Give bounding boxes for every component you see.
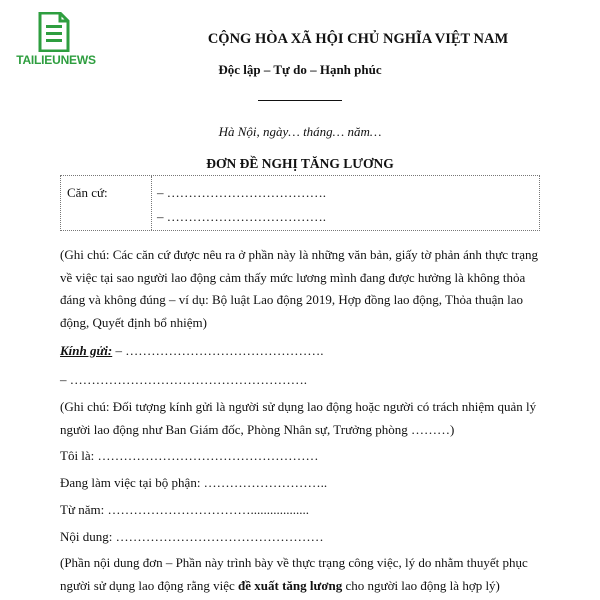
basis-divider xyxy=(151,176,152,230)
header-rule xyxy=(258,100,342,101)
nation-heading: CỘNG HÒA XÃ HỘI CHỦ NGHĨA VIỆT NAM xyxy=(207,31,509,47)
addressee-blank-1: – ………………………………………. xyxy=(112,343,324,358)
content-field: Nội dung: ………………………………………… xyxy=(60,529,324,544)
addressee-label: Kính gửi: xyxy=(60,343,113,358)
content-note-emphasis: đề xuất tăng lương xyxy=(238,577,343,593)
basis-line-2: – ………………………………. xyxy=(157,209,326,224)
addressee-line-2: – ………………………………………………. xyxy=(60,372,307,387)
basis-line-1: – ………………………………. xyxy=(157,185,326,200)
name-field: Tôi là: …………………………………………… xyxy=(60,448,319,463)
basis-table xyxy=(60,175,540,231)
content-note-part-1: (Phần nội dung đơn – Phần này trình bày về thực trạng công việc, lý do nhằm thuyết phục người sử dụng lao động rằng việc xyxy=(60,555,528,593)
years-field: Từ năm: …………………………….................. xyxy=(60,502,309,517)
basis-label: Căn cứ: xyxy=(67,185,108,200)
addressee-line-1 xyxy=(60,343,323,359)
basis-note: (Ghi chú: Các căn cứ được nêu ra ở phần này là những văn bản, giấy tờ phản ánh thực trạng về việc tại sao người lao động cảm thấy mức lương mình đang được hưởng là không thỏa đáng và không đúng – ví dụ: Bộ luật Lao động 2019, Hợp đồng lao động, Thỏa thuận lao động, Quyết định bổ nhiệm) xyxy=(60,247,539,330)
department-field: Đang làm việc tại bộ phận: ……………………….. xyxy=(60,475,328,490)
content-note-part-2: cho người lao động là hợp lý) xyxy=(342,577,500,593)
content-note xyxy=(60,552,542,597)
place-date: Hà Nội, ngày… tháng… năm… xyxy=(218,124,382,139)
addressee-note: (Ghi chú: Đối tượng kính gửi là người sử dụng lao động hoặc người có trách nhiệm quản lý người lao động như Ban Giám đốc, Phòng Nhân sự, Trưởng phòng ………) xyxy=(60,399,537,437)
motto: Độc lập – Tự do – Hạnh phúc xyxy=(218,62,382,77)
document-title: ĐƠN ĐỀ NGHỊ TĂNG LƯƠNG xyxy=(206,156,394,171)
logo-text: TAILIEUNEWS xyxy=(16,53,96,67)
